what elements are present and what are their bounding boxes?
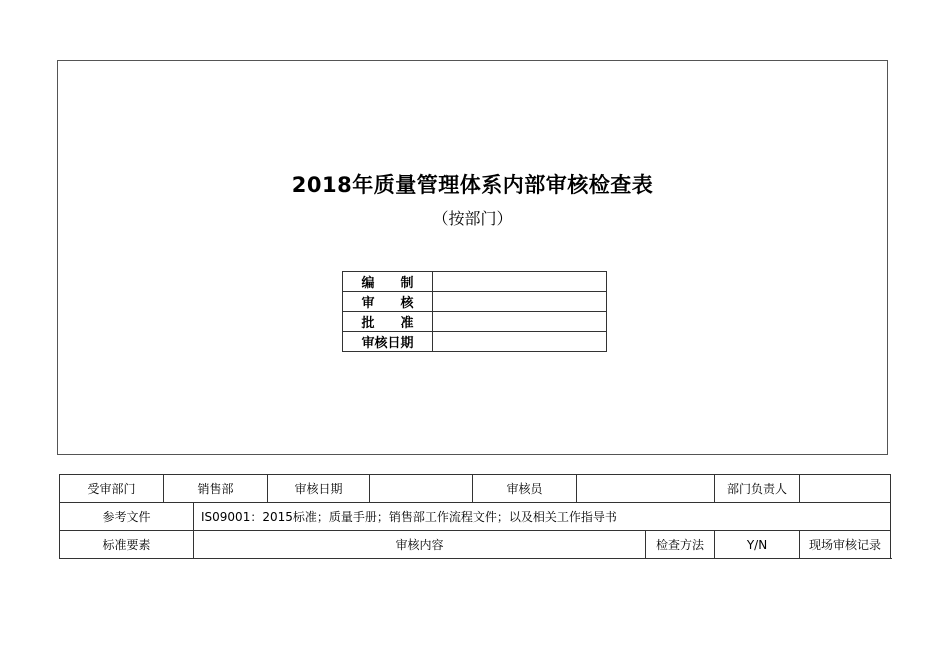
signoff-table [342,271,607,352]
signoff-label: 编 制 [343,272,433,292]
table-row [60,475,891,503]
signoff-row-compiled [343,272,607,292]
signoff-value[interactable] [433,292,607,312]
signoff-value[interactable] [433,272,607,292]
signoff-row-approve [343,312,607,332]
dept-head-value[interactable] [800,475,891,503]
signoff-row-date [343,332,607,352]
column-header-record: 现场审核记录 [800,531,891,559]
signoff-label: 审核日期 [343,332,433,352]
document-subtitle: （按部门） [432,209,513,228]
table-row [60,503,891,531]
column-header-method: 检查方法 [646,531,715,559]
document-title: 2018年质量管理体系内部审核检查表 [291,173,654,197]
cover-frame [57,60,888,455]
signoff-label: 批 准 [343,312,433,332]
dept-head-label: 部门负责人 [715,475,800,503]
signoff-value[interactable] [433,332,607,352]
auditor-label: 审核员 [473,475,577,503]
column-header-element: 标准要素 [60,531,194,559]
reference-label: 参考文件 [60,503,194,531]
signoff-row-review [343,292,607,312]
reference-value[interactable]: IS09001：2015标准；质量手册；销售部工作流程文件；以及相关工作指导书 [194,503,891,531]
dept-label: 受审部门 [60,475,164,503]
audit-date-label: 审核日期 [268,475,370,503]
audit-checklist-table [59,474,891,559]
column-header-content: 审核内容 [194,531,646,559]
auditor-value[interactable] [577,475,715,503]
dept-value[interactable]: 销售部 [164,475,268,503]
signoff-value[interactable] [433,312,607,332]
signoff-label: 审 核 [343,292,433,312]
table-row [60,531,891,559]
column-header-yn: Y/N [715,531,800,559]
audit-date-value[interactable] [370,475,473,503]
